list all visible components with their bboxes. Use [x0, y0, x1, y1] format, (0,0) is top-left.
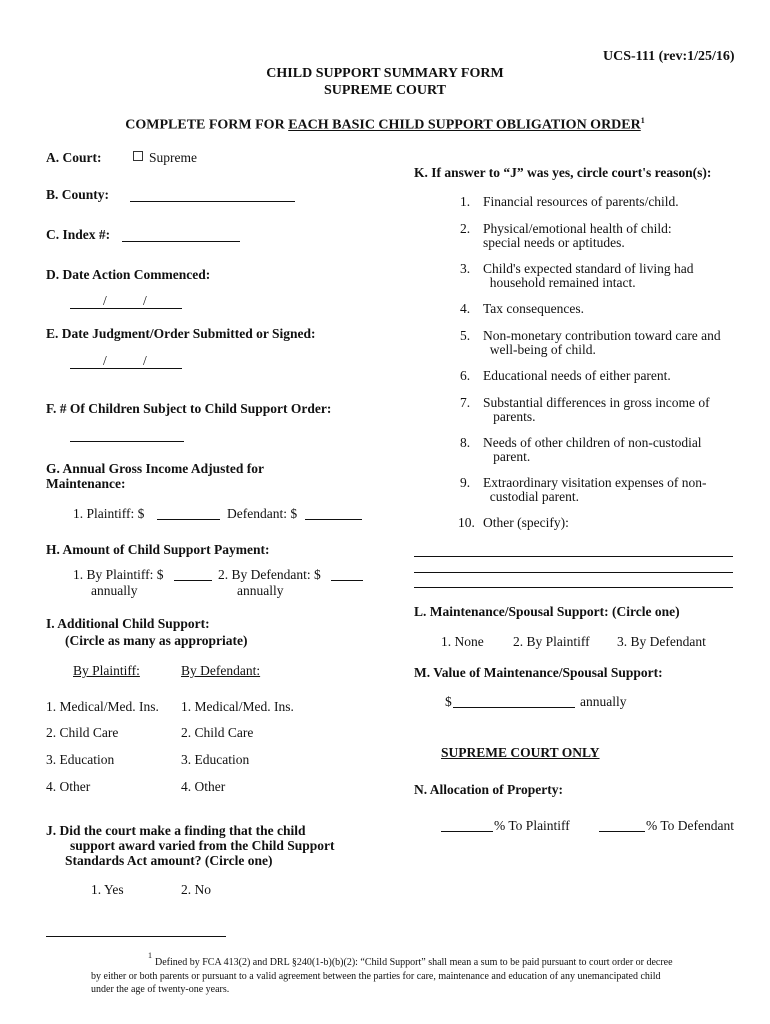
reason-number: 7.	[460, 395, 471, 410]
plaintiff-income-field[interactable]	[157, 519, 220, 520]
additional-support-instruction: (Circle as many as appropriate)	[65, 633, 248, 648]
maintenance-label: L. Maintenance/Spousal Support: (Circle one)	[414, 604, 680, 619]
date-commenced-field[interactable]	[70, 308, 182, 309]
other-specify-line[interactable]	[414, 572, 733, 573]
reason-item[interactable]: Physical/emotional health of child:	[483, 221, 672, 236]
reason-item[interactable]: Non-monetary contribution toward care and	[483, 328, 721, 343]
property-allocation-label: N. Allocation of Property:	[414, 782, 563, 797]
reason-item-cont: custodial parent.	[483, 489, 579, 504]
date-separator: /	[143, 353, 147, 368]
supreme-checkbox[interactable]	[133, 150, 197, 166]
by-defendant-label: 2. By Defendant: $	[218, 567, 321, 582]
by-plaintiff-label: 1. By Plaintiff: $	[73, 567, 164, 582]
reason-item[interactable]: Needs of other children of non-custodial	[483, 435, 702, 450]
maintenance-dollar-sign: $	[445, 694, 452, 709]
reason-item[interactable]: Substantial differences in gross income of	[483, 395, 710, 410]
date-separator: /	[103, 353, 107, 368]
defendant-income-label: Defendant: $	[227, 506, 298, 521]
reason-item-cont: household remained intact.	[483, 275, 636, 290]
reason-item[interactable]: Educational needs of either parent.	[483, 368, 671, 383]
plaintiff-support-option[interactable]: 1. Medical/Med. Ins.	[46, 699, 159, 714]
gross-income-label: G. Annual Gross Income Adjusted for	[46, 461, 265, 476]
plaintiff-support-option[interactable]: 2. Child Care	[46, 725, 119, 740]
checkbox-icon[interactable]	[133, 151, 143, 161]
reason-item[interactable]: Financial resources of parents/child.	[483, 194, 679, 209]
date-separator: /	[143, 293, 147, 308]
children-count-label: F. # Of Children Subject to Child Support Order:	[46, 401, 332, 416]
by-plaintiff-column-header: By Plaintiff:	[73, 663, 140, 678]
reason-item-cont: parents.	[483, 409, 536, 424]
defendant-support-option[interactable]: 4. Other	[181, 779, 226, 794]
reason-number: 1.	[460, 194, 471, 209]
supreme-court-only-heading: SUPREME COURT ONLY	[441, 745, 600, 760]
county-field[interactable]	[130, 201, 295, 202]
reason-item-cont: well-being of child.	[483, 342, 596, 357]
footnote-mark: 1	[148, 951, 152, 960]
reason-item-cont: special needs or aptitudes.	[483, 235, 625, 250]
form-code: UCS-111 (rev:1/25/16)	[603, 49, 735, 64]
reason-number: 4.	[460, 301, 471, 316]
defendant-percent-field[interactable]	[599, 831, 645, 832]
reason-number: 5.	[460, 328, 471, 343]
footnote-line: Defined by FCA 413(2) and DRL §240(1-b)(b)(2): “Child Support” shall mean a sum to be paid pursuant to court order or decree	[155, 957, 673, 968]
defendant-support-option[interactable]: 2. Child Care	[181, 725, 254, 740]
reason-item-cont: parent.	[483, 449, 531, 464]
date-judgment-label: E. Date Judgment/Order Submitted or Signed:	[46, 326, 316, 341]
instruction-prefix: COMPLETE FORM FOR	[125, 117, 289, 133]
maintenance-option-none[interactable]: 1. None	[441, 634, 484, 649]
court-finding-question-cont: Standards Act amount? (Circle one)	[65, 853, 273, 868]
defendant-support-option[interactable]: 1. Medical/Med. Ins.	[181, 699, 294, 714]
supreme-option-label: Supreme	[149, 150, 197, 165]
court-finding-question-cont: support award varied from the Child Support	[70, 838, 335, 853]
reason-number: 10.	[458, 515, 475, 530]
annually-text: annually	[91, 583, 138, 598]
date-commenced-label: D. Date Action Commenced:	[46, 267, 211, 282]
additional-support-label: I. Additional Child Support:	[46, 616, 210, 631]
plaintiff-percent-label: % To Plaintiff	[494, 818, 570, 833]
payment-amount-label: H. Amount of Child Support Payment:	[46, 542, 270, 557]
plaintiff-support-option[interactable]: 3. Education	[46, 752, 115, 767]
footnote-line: by either or both parents or pursuant to a valid agreement between the parties for care, maintenance and education of any unemancipated child	[91, 971, 661, 982]
reason-number: 9.	[460, 475, 471, 490]
form-title: CHILD SUPPORT SUMMARY FORM	[266, 66, 504, 81]
index-label: C. Index #:	[46, 227, 111, 242]
footnote-line: under the age of twenty-one years.	[91, 984, 230, 995]
reason-number: 3.	[460, 261, 471, 276]
reason-item[interactable]: Other (specify):	[483, 515, 569, 530]
annually-text: annually	[237, 583, 284, 598]
form-instruction	[0, 116, 770, 134]
court-finding-question: J. Did the court make a finding that the child	[46, 823, 306, 838]
date-separator: /	[103, 293, 107, 308]
county-label: B. County:	[46, 187, 110, 202]
reason-item[interactable]: Child's expected standard of living had	[483, 261, 694, 276]
reason-number: 6.	[460, 368, 471, 383]
plaintiff-support-option[interactable]: 4. Other	[46, 779, 91, 794]
reasons-heading: K. If answer to “J” was yes, circle court's reason(s):	[414, 165, 712, 180]
no-option[interactable]: 2. No	[181, 882, 211, 897]
plaintiff-income-label: 1. Plaintiff: $	[73, 506, 145, 521]
yes-option[interactable]: 1. Yes	[91, 882, 124, 897]
defendant-percent-label: % To Defendant	[646, 818, 735, 833]
date-judgment-field[interactable]	[70, 368, 182, 369]
instruction-underlined: EACH BASIC CHILD SUPPORT OBLIGATION ORDER	[288, 117, 641, 133]
defendant-support-option[interactable]: 3. Education	[181, 752, 250, 767]
footnote-ref: 1	[640, 116, 645, 125]
defendant-income-field[interactable]	[305, 519, 362, 520]
footnote-divider	[46, 936, 226, 937]
maintenance-option-plaintiff[interactable]: 2. By Plaintiff	[513, 634, 590, 649]
by-defendant-column-header: By Defendant:	[181, 663, 261, 678]
plaintiff-percent-field[interactable]	[441, 831, 493, 832]
reason-item[interactable]: Extraordinary visitation expenses of non-	[483, 475, 707, 490]
other-specify-line[interactable]	[414, 587, 733, 588]
maintenance-annually: annually	[580, 694, 627, 709]
reason-number: 8.	[460, 435, 471, 450]
by-defendant-field[interactable]	[331, 580, 363, 581]
by-plaintiff-field[interactable]	[174, 580, 212, 581]
other-specify-line[interactable]	[414, 556, 733, 557]
court-heading: SUPREME COURT	[323, 83, 446, 98]
children-count-field[interactable]	[70, 441, 184, 442]
gross-income-label-cont: Maintenance:	[46, 476, 126, 491]
court-label: A. Court:	[46, 150, 102, 165]
reason-number: 2.	[460, 221, 471, 236]
reason-item[interactable]: Tax consequences.	[483, 301, 585, 316]
maintenance-value-field[interactable]	[453, 707, 575, 708]
index-field[interactable]	[122, 241, 240, 242]
maintenance-option-defendant[interactable]: 3. By Defendant	[617, 634, 706, 649]
maintenance-value-label: M. Value of Maintenance/Spousal Support:	[414, 665, 663, 680]
